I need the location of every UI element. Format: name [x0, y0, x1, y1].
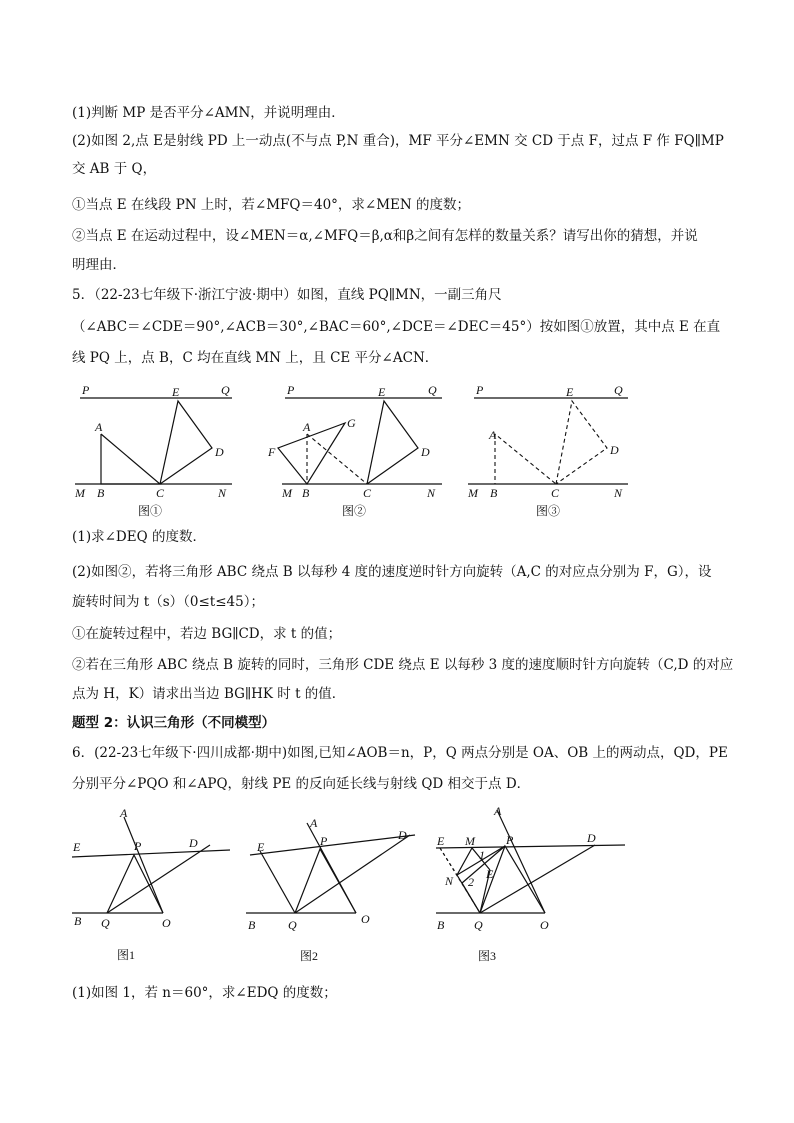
label-P: P — [287, 383, 295, 397]
label-Q: Q — [221, 383, 230, 397]
label-Q: Q — [288, 918, 297, 932]
text-line: (1)求∠DEQ 的度数． — [72, 529, 206, 545]
label-D: D — [421, 445, 430, 459]
label-D: D — [610, 443, 619, 457]
label-M: M — [465, 834, 475, 848]
label-D: D — [398, 828, 407, 842]
label-Q: Q — [614, 383, 623, 397]
label-E: E — [566, 385, 574, 399]
label-P: P — [82, 383, 90, 397]
label-A: A — [489, 428, 497, 442]
label-B: B — [248, 918, 256, 932]
label-A: A — [120, 806, 128, 820]
text-line: (1)如图 1，若 n＝60°，求∠EDQ 的度数； — [72, 985, 337, 1001]
problem-5-heading: 5．（22-23七年级下·浙江宁波·期中）如图，直线 PQ∥MN，一副三角尺 — [72, 287, 502, 303]
caption-fig3: 图3 — [478, 949, 497, 963]
label-P: P — [134, 839, 142, 853]
text-line: 交 AB 于 Q， — [72, 161, 157, 177]
label-M: M — [75, 486, 85, 500]
label-G: G — [347, 416, 356, 430]
label-B: B — [97, 486, 105, 500]
text-line: ②当点 E 在运动过程中，设∠MEN＝α,∠MFQ＝β,α和β之间有怎样的数量关系？请写出你的猜想，并说 — [72, 228, 698, 244]
label-N: N — [614, 486, 623, 500]
caption-fig1: 图① — [138, 504, 163, 518]
label-N: N — [445, 874, 454, 888]
label-E: E — [378, 385, 386, 399]
label-A: A — [310, 816, 318, 830]
label-N: N — [218, 486, 227, 500]
label-E: E — [257, 840, 265, 854]
label-A: A — [494, 805, 502, 818]
label-E: E — [73, 840, 81, 854]
figures-problem-5 — [0, 375, 794, 520]
label-E: E — [172, 385, 180, 399]
label-B: B — [437, 918, 445, 932]
label-O: O — [540, 918, 549, 932]
label-P: P — [506, 833, 514, 847]
label-O: O — [162, 916, 171, 930]
label-angle-1: 1 — [479, 848, 485, 862]
label-C: C — [551, 486, 560, 500]
text-line: 点为 H，K）请求出当边 BG∥HK 时 t 的值． — [72, 686, 346, 702]
caption-fig2: 图2 — [300, 949, 319, 963]
label-M: M — [282, 486, 292, 500]
label-M: M — [468, 486, 478, 500]
label-E-inner: E — [486, 867, 494, 881]
label-C: C — [156, 486, 165, 500]
section-heading: 题型 2：认识三角形（不同模型） — [72, 715, 276, 731]
text-line: (2)如图 2,点 E是射线 PD 上一动点(不与点 P,N 重合)，MF 平分∠EMN 交 CD 于点 F，过点 F 作 FQ∥MP — [72, 133, 724, 149]
caption-fig1: 图1 — [117, 948, 136, 962]
label-P: P — [320, 834, 328, 848]
label-O: O — [361, 912, 370, 926]
label-A: A — [95, 420, 103, 434]
caption-fig2: 图② — [342, 504, 367, 518]
label-C: C — [363, 486, 372, 500]
text-line: 明理由． — [72, 257, 126, 273]
figures-problem-6 — [0, 805, 794, 970]
text-line: 分别平分∠PQO 和∠APQ，射线 PE 的反向延长线与射线 QD 相交于点 D． — [72, 776, 531, 792]
text-line: ①当点 E 在线段 PN 上时，若∠MFQ＝40°，求∠MEN 的度数； — [72, 197, 471, 213]
label-Q: Q — [428, 383, 437, 397]
label-N: N — [427, 486, 436, 500]
label-A: A — [303, 420, 311, 434]
text-line: (1)判断 MP 是否平分∠AMN，并说明理由． — [72, 105, 345, 121]
problem-6-heading: 6．(22-23七年级下·四川成都·期中)如图,已知∠AOB＝n，P，Q 两点分别是 OA、OB 上的两动点，QD，PE — [72, 745, 728, 761]
text-line: ①在旋转过程中，若边 BG∥CD，求 t 的值； — [72, 626, 342, 642]
label-Q: Q — [101, 916, 110, 930]
caption-fig3: 图③ — [536, 504, 561, 518]
text-line: 旋转时间为 t（s）（0≤t≤45）； — [72, 594, 264, 610]
text-line: (2)如图②，若将三角形 ABC 绕点 B 以每秒 4 度的速度逆时针方向旋转（A,C 的对应点分别为 F，G），设 — [72, 564, 712, 580]
text-line: 线 PQ 上，点 B，C 均在直线 MN 上，且 CE 平分∠ACN． — [72, 350, 439, 366]
label-B: B — [490, 486, 498, 500]
label-Q: Q — [474, 918, 483, 932]
label-B: B — [302, 486, 310, 500]
label-B: B — [74, 914, 82, 928]
text-line: ②若在三角形 ABC 绕点 B 旋转的同时，三角形 CDE 绕点 E 以每秒 3 度的速度顺时针方向旋转（C,D 的对应 — [72, 657, 734, 673]
label-D: D — [215, 445, 224, 459]
label-angle-2: 2 — [468, 875, 474, 889]
label-D: D — [189, 836, 198, 850]
label-D: D — [587, 831, 596, 845]
label-E: E — [437, 834, 445, 848]
label-F: F — [268, 445, 276, 459]
label-P: P — [476, 383, 484, 397]
text-line: （∠ABC＝∠CDE＝90°,∠ACB＝30°,∠BAC＝60°,∠DCE＝∠DEC＝45°）按如图①放置，其中点 E 在直 — [72, 319, 721, 335]
